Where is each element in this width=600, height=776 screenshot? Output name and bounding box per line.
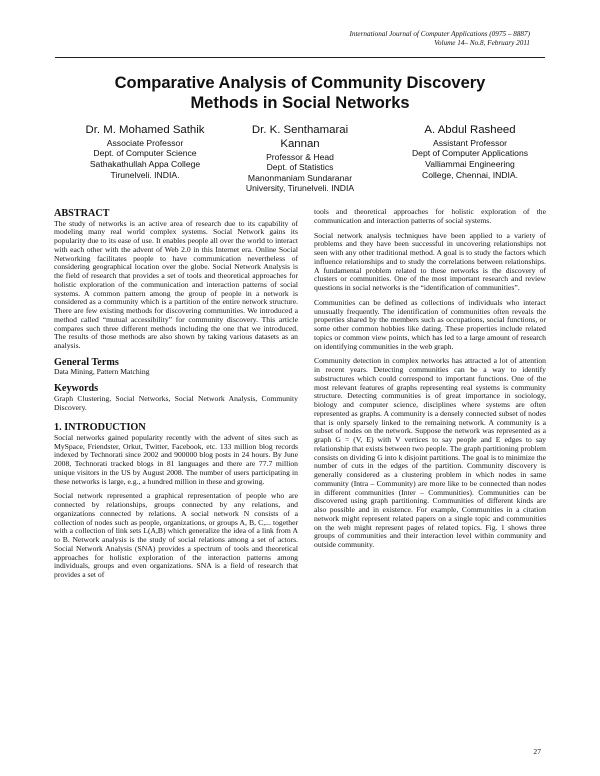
author-name: A. Abdul Rasheed [424, 124, 516, 136]
author-name-line-1: Dr. K. Senthamarai [251, 124, 349, 136]
author-institution: Manonmaniam Sundaranar [247, 172, 353, 183]
right-paragraph-1: Social network analysis techniques have been applied to a variety of problems and they have been successful in uncovering relationships not seen with any other traditional method. A goal is to study the factors which influence relationships and to study the correlations between relationships. A fundamental problem related to these networks is the discovery of clusters or communities. One of the most important research and review questions in social networks is the “identification of communities”. [314, 230, 546, 292]
author-2 [230, 124, 370, 194]
abstract-text: The study of networks is an active area of research due to its capability of modeling many real world complex systems. Social Network gains its popularity due to its ease of use. It enables people all over the world to interact with each other with the advent of Web 2.0 in this Internet era. Online Social Networking facilitates people to have communication nevertheless of considering geographical location over the globe. Social Network Analysis is the field of research that provides a set of tools and theoretical approaches for holistic exploration of the communication and interaction patterns of social systems. A common pattern among the group of people in a network is considered as a community which is a partition of the entire network structure. There are few existing methods for discovering communities. We introduced a method called “mutual accessibility” for community discovery. This article compares such three different methods including the one that we introduced. The results of those methods are also shown by taking various datasets as an analysis. [54, 218, 298, 351]
author-location: University, Tirunelveli. INDIA [245, 183, 355, 194]
author-department: Dept. of Statistics [266, 162, 334, 173]
paper-title [60, 74, 540, 113]
keywords-heading: Keywords [54, 383, 99, 395]
author-department: Dept of Computer Applications [411, 148, 529, 159]
author-location: Tirunelveli. INDIA. [110, 169, 180, 180]
header-rule [55, 57, 545, 58]
right-column [314, 208, 546, 556]
author-name-line-2: Kannan [280, 137, 320, 150]
author-position: Assistant Professor [432, 137, 508, 148]
title-line-1: Comparative Analysis of Community Discovery [114, 74, 486, 92]
introduction-paragraph-2: Social network represented a graphical representation of people who are connected by relationships, groups connected by any relations, and organizations connected by relations. A social network N consists of a collection of nodes such as people, organizations, or groups A, B, C,... together with a collection of link sets L(A,B) which generalize the idea of a link from A to B. Network analysis is the study of social relations among a set of actors. Social Network Analysis (SNA) provides a spectrum of tools and theoretical approaches for holistic exploration of the interaction patterns among individuals, groups and even organizations. SNA is a field of research that provides a set of [54, 491, 298, 580]
introduction-heading: 1. INTRODUCTION [54, 422, 146, 434]
author-department: Dept. of Computer Science [93, 148, 197, 159]
introduction-paragraph-1: Social networks gained popularity recently with the advent of sites such as MySpace, Friendster, Orkut, Twitter, Facebook, etc. 133 million blog records indexed by Technorati since 2002 and 900000 blog posts in 24 hours. By June 2008, Technorati tracked blogs in 81 languages and there are 77.7 million unique visitors in the US by August 2008. The number of users participating in these networks is large, e.g., a hundred million in these and growing. [54, 432, 298, 486]
author-location: College, Chennai, INDIA. [421, 169, 518, 180]
general-terms-text: Data Mining, Pattern Matching [54, 367, 150, 377]
author-3 [392, 124, 548, 180]
author-position: Associate Professor [106, 137, 184, 148]
journal-volume: Volume 14– No.8, February 2011 [434, 38, 530, 47]
abstract-heading: ABSTRACT [54, 208, 110, 219]
author-1 [70, 124, 220, 180]
keywords-text: Graph Clustering, Social Networks, Social Network Analysis, Community Discovery. [54, 393, 298, 412]
author-position: Professor & Head [266, 151, 334, 162]
author-name: Dr. M. Mohamed Sathik [85, 124, 205, 136]
journal-header [349, 30, 530, 47]
right-paragraph-3: Community detection in complex networks has attracted a lot of attention in recent years. Detecting communities can be a way to identify substructures which could correspond to important functions. One of the most relevant features of graphs representing real systems is community structure. Detecting communities is of great importance in sociology, biology and computer science, disciplines where systems are often represented as graphs. A community is a densely connected subset of nodes that is only sparsely linked to the remaining network. A community is a subset of nodes on the network. Suppose the network was represented as a graph G = (V, E) with V vertices to say people and E edges to say relationship that exists between two people. The graph partitioning problem consists on dividing G into k disjoint partitions. The goal is to minimize the number of cuts in the edges of the partition. Community discovery is generally considered as a clustering problem in which nodes in same community (Intra – Community) are more like to be connected than nodes in different communities (Inter – Communities). Communities can be discovered using graph partitioning. Communities of different kinds are also possible and in existence. For example, Communities in a citation network might represent related papers on a single topic and communities on the web might represent pages of related topics. Fig. 1 shows three groups of communities and their interaction level within community and outside community. [314, 356, 546, 549]
author-institution: Valliammai Engineering [425, 158, 515, 169]
title-line-2: Methods in Social Networks [190, 93, 410, 112]
left-column [54, 208, 298, 586]
right-paragraph-2: Communities can be defined as collections of individuals who interact unusually frequently. The identification of communities often reveals the properties shared by the members such as occupations, social functions, or some other common hobbies like dating. These properties include related topics or common view points, which has led to a large amount of research on identifying communities in the web graph. [314, 297, 546, 351]
journal-name: International Journal of Computer Applications (0975 – 8887) [349, 30, 530, 38]
general-terms-heading: General Terms [54, 356, 119, 368]
page-number: 27 [533, 747, 541, 756]
author-institution: Sathakathullah Appa College [89, 158, 201, 169]
right-paragraph-0: tools and theoretical approaches for holistic exploration of the communication and interaction patterns of social systems. [314, 207, 546, 225]
